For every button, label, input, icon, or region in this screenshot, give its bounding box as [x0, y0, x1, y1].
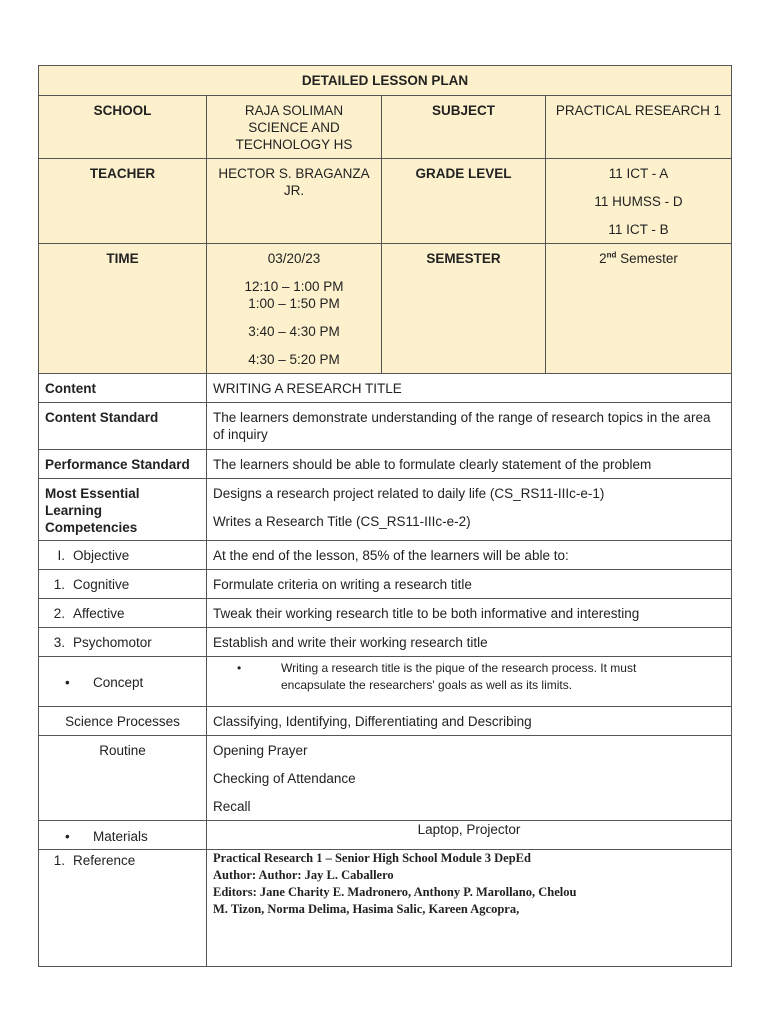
science-processes-label: Science Processes	[39, 707, 207, 736]
concept-row	[39, 657, 732, 707]
grade-level-label: GRADE LEVEL	[382, 159, 546, 244]
concept-line: Writing a research title is the pique of the research process. It must	[281, 661, 637, 675]
cognitive-label	[39, 570, 207, 599]
time-slot: 4:30 – 5:20 PM	[248, 352, 340, 367]
cognitive-number: 1.	[53, 577, 65, 592]
teacher-line: HECTOR S. BRAGANZA	[218, 166, 370, 181]
teacher-line: JR.	[283, 183, 305, 198]
melc-label-line: Competencies	[45, 520, 138, 535]
psychomotor-label-text: Psychomotor	[73, 635, 152, 650]
bullet-icon: •	[237, 661, 242, 675]
plan-title: DETAILED LESSON PLAN	[39, 66, 732, 96]
reference-value	[207, 850, 732, 967]
school-line: RAJA SOLIMAN	[244, 103, 344, 118]
time-row	[39, 244, 732, 374]
reference-line: Practical Research 1 – Senior High School Module 3 DepEd	[213, 851, 531, 865]
affective-row	[39, 599, 732, 628]
objective-value: At the end of the lesson, 85% of the learners will be able to:	[207, 541, 732, 570]
performance-standard-label: Performance Standard	[39, 450, 207, 479]
semester-value	[546, 244, 732, 374]
objective-number: I.	[57, 548, 65, 563]
melc-row	[39, 479, 732, 541]
semester-suffix: nd	[606, 250, 617, 260]
objective-row	[39, 541, 732, 570]
grade-line: 11 HUMSS - D	[594, 194, 683, 209]
psychomotor-row	[39, 628, 732, 657]
reference-label-text: Reference	[73, 853, 136, 868]
routine-item: Opening Prayer	[213, 743, 308, 758]
concept-label	[39, 657, 207, 707]
psychomotor-label	[39, 628, 207, 657]
reference-number: 1.	[53, 853, 65, 868]
teacher-value	[207, 159, 382, 244]
cognitive-label-text: Cognitive	[73, 577, 130, 592]
time-value	[207, 244, 382, 374]
time-label: TIME	[39, 244, 207, 374]
routine-item: Recall	[213, 799, 251, 814]
reference-line: Author: Author: Jay L. Caballero	[213, 868, 394, 882]
affective-value: Tweak their working research title to be both informative and interesting	[207, 599, 732, 628]
melc-label-line: Learning	[45, 503, 103, 518]
materials-value: Laptop, Projector	[207, 821, 732, 850]
content-label: Content	[39, 374, 207, 403]
materials-row	[39, 821, 732, 850]
grade-level-value	[546, 159, 732, 244]
grade-line: 11 ICT - B	[608, 222, 669, 237]
psychomotor-value: Establish and write their working research title	[207, 628, 732, 657]
content-row	[39, 374, 732, 403]
psychomotor-number: 3.	[53, 635, 65, 650]
melc-value	[207, 479, 732, 541]
semester-word: Semester	[616, 251, 678, 266]
time-slot: 1:00 – 1:50 PM	[248, 296, 340, 311]
lesson-date: 03/20/23	[267, 251, 321, 266]
time-slot: 3:40 – 4:30 PM	[248, 324, 340, 339]
bullet-icon: •	[65, 829, 70, 844]
content-standard-value: The learners demonstrate understanding of the range of research topics in the area of inquiry	[207, 403, 732, 450]
performance-standard-value: The learners should be able to formulate clearly statement of the problem	[207, 450, 732, 479]
affective-number: 2.	[53, 606, 65, 621]
school-line: SCIENCE AND	[248, 120, 340, 135]
content-standard-label: Content Standard	[39, 403, 207, 450]
subject-label: SUBJECT	[382, 96, 546, 159]
routine-label: Routine	[39, 736, 207, 821]
melc-label-line: Most Essential	[45, 486, 140, 501]
school-value	[207, 96, 382, 159]
semester-label: SEMESTER	[382, 244, 546, 374]
materials-label	[39, 821, 207, 850]
cognitive-row	[39, 570, 732, 599]
reference-label	[39, 850, 207, 967]
affective-label-text: Affective	[73, 606, 125, 621]
school-row	[39, 96, 732, 159]
content-standard-row	[39, 403, 732, 450]
objective-label-text: Objective	[73, 548, 130, 563]
subject-value: PRACTICAL RESEARCH 1	[546, 96, 732, 159]
teacher-label: TEACHER	[39, 159, 207, 244]
science-processes-value: Classifying, Identifying, Differentiating and Describing	[207, 707, 732, 736]
routine-row	[39, 736, 732, 821]
time-slot: 12:10 – 1:00 PM	[244, 279, 344, 294]
melc-label	[39, 479, 207, 541]
concept-value	[207, 657, 732, 707]
routine-item: Checking of Attendance	[213, 771, 356, 786]
teacher-row	[39, 159, 732, 244]
grade-line: 11 ICT - A	[608, 166, 669, 181]
concept-line: encapsulate the researchers' goals as well as its limits.	[281, 678, 573, 692]
routine-value	[207, 736, 732, 821]
content-value: WRITING A RESEARCH TITLE	[207, 374, 732, 403]
objective-label	[39, 541, 207, 570]
science-processes-row	[39, 707, 732, 736]
reference-row	[39, 850, 732, 967]
melc-item: Designs a research project related to daily life (CS_RS11-IIIc-e-1)	[213, 486, 605, 501]
lesson-plan-table	[38, 65, 732, 967]
materials-label-text: Materials	[93, 829, 148, 844]
cognitive-value: Formulate criteria on writing a research title	[207, 570, 732, 599]
semester-ordinal: 2	[599, 251, 607, 266]
bullet-icon: •	[65, 675, 70, 690]
melc-item: Writes a Research Title (CS_RS11-IIIc-e-2)	[213, 514, 471, 529]
school-line: TECHNOLOGY HS	[235, 137, 353, 152]
school-label: SCHOOL	[39, 96, 207, 159]
concept-label-text: Concept	[93, 675, 144, 690]
performance-standard-row	[39, 450, 732, 479]
reference-line: M. Tizon, Norma Delima, Hasima Salic, Kareen Agcopra,	[213, 902, 520, 916]
title-row	[39, 66, 732, 96]
reference-line: Editors: Jane Charity E. Madronero, Anthony P. Marollano, Chelou	[213, 885, 577, 899]
affective-label	[39, 599, 207, 628]
